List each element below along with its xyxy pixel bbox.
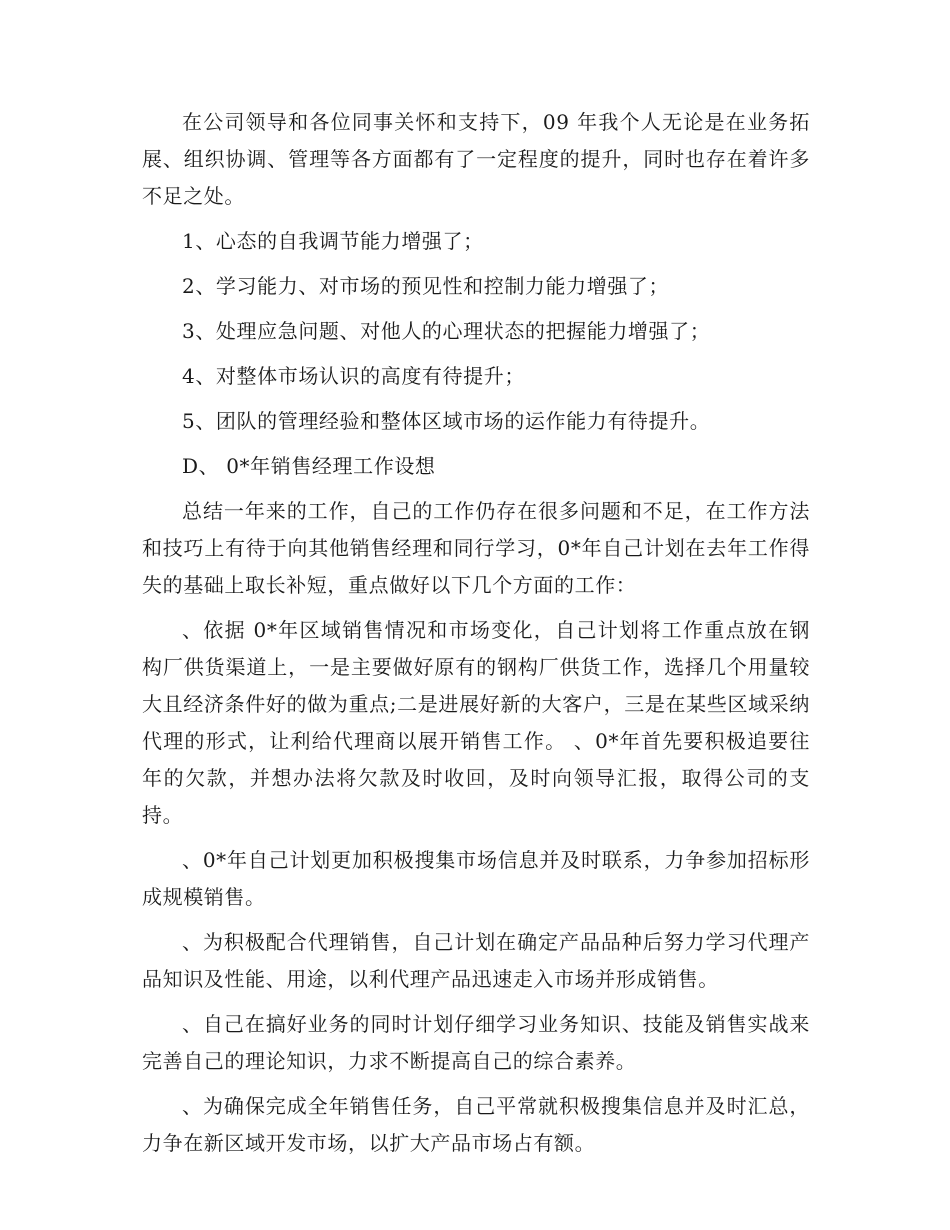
plan-paragraph: 、为积极配合代理销售，自己计划在确定产品品种后努力学习代理产品知识及性能、用途，以利代理产品迅速走入市场并形成销售。 bbox=[142, 930, 810, 991]
intro-paragraph: 在公司领导和各位同事关怀和支持下，09 年我个人无论是在业务拓展、组织协调、管理等各方面都有了一定程度的提升，同时也存在着许多不足之处。 bbox=[142, 110, 810, 208]
list-item: 5、团队的管理经验和整体区域市场的运作能力有待提升。 bbox=[182, 409, 711, 433]
plan-paragraph: 、自己在搞好业务的同时计划仔细学习业务知识、技能及销售实战来完善自己的理论知识，力求不断提高自己的综合素养。 bbox=[142, 1012, 810, 1073]
list-item: 3、处理应急问题、对他人的心理状态的把握能力增强了； bbox=[182, 319, 711, 343]
plan-paragraph: 、0*年自己计划更加积极搜集市场信息并及时联系，力争参加招标形成规模销售。 bbox=[142, 848, 810, 909]
summary-paragraph: 总结一年来的工作，自己的工作仍存在很多问题和不足，在工作方法和技巧上有待于向其他销售经理和同行学习，0*年自己计划在去年工作得失的基础上取长补短，重点做好以下几个方面的工作： bbox=[142, 499, 810, 597]
plan-paragraph: 、依据 0*年区域销售情况和市场变化，自己计划将工作重点放在钢构厂供货渠道上，一是主要做好原有的钢构厂供货工作，选择几个用量较大且经济条件好的做为重点;二是进展好新的大客户，三是在某些区域采纳代理的形式，让利给代理商以展开销售工作。 、0*年首先要积极追要往年的欠款，并想办法将欠款及时收回，及时向领导汇报，取得公司的支持。 bbox=[142, 618, 810, 827]
section-heading: D、 0*年销售经理工作设想 bbox=[182, 454, 436, 478]
list-item: 2、学习能力、对市场的预见性和控制力能力增强了； bbox=[182, 274, 670, 298]
document-page bbox=[142, 104, 810, 1170]
plan-paragraph: 、为确保完成全年销售任务，自己平常就积极搜集信息并及时汇总，力争在新区域开发市场，以扩大产品市场占有额。 bbox=[142, 1094, 810, 1155]
list-item: 1、心态的自我调节能力增强了； bbox=[182, 229, 484, 253]
list-item: 4、对整体市场认识的高度有待提升； bbox=[182, 364, 525, 388]
